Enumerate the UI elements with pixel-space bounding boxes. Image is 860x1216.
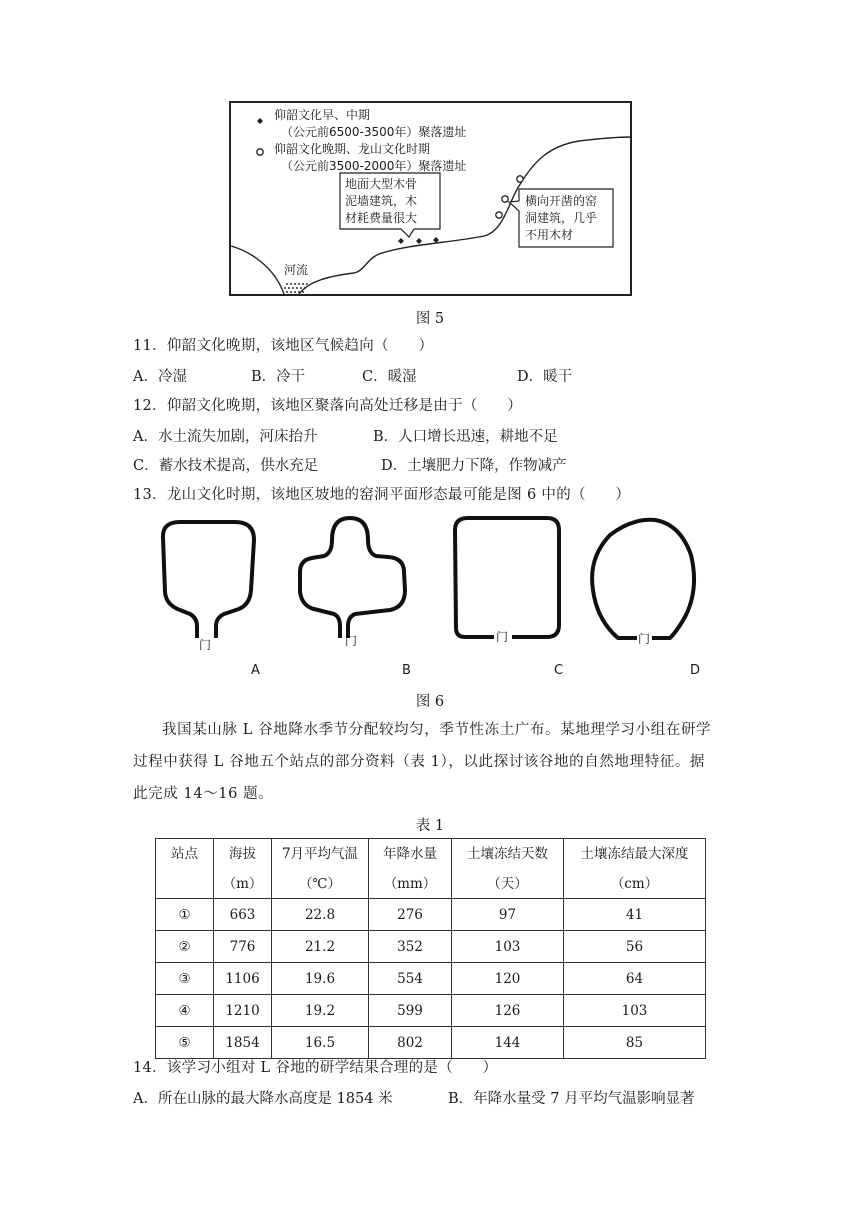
legend-early-line2: （公元前6500-3500年）聚落遗址 — [281, 125, 467, 139]
question-11-stem: 11．仰韶文化晚期，该地区气候趋向（ ） — [133, 338, 434, 354]
table-row — [156, 1027, 706, 1059]
table-cell: 97 — [452, 899, 564, 931]
table-row — [156, 963, 706, 995]
question-13-stem: 13．龙山文化时期，该地区坡地的窑洞平面形态最可能是图 6 中的（ ） — [133, 487, 631, 503]
table-cell: ③ — [156, 963, 214, 995]
header-unit — [156, 870, 213, 898]
figure-6 — [150, 510, 710, 680]
header-unit: （m） — [222, 876, 263, 892]
table-cell: 19.2 — [272, 995, 369, 1027]
question-11-option-b[interactable]: B．冷干 — [251, 369, 306, 385]
header-cell-station — [156, 839, 214, 899]
passage-text: 我国某山脉 L 谷地降水季节分配较均匀，季节性冻土广布。某地理学习小组在研学过程中获得 L 谷地五个站点的部分资料（表 1），以此探讨该谷地的自然地理特征。据此完成 14～16 题。 — [133, 722, 712, 802]
header-text: 年降水量 — [383, 846, 437, 862]
river-label: 河流 — [284, 263, 309, 277]
question-14-option-a[interactable]: A．所在山脉的最大降水高度是 1854 米 — [133, 1091, 393, 1107]
door-label-c: 门 — [496, 630, 509, 644]
header-unit: （cm） — [610, 876, 659, 892]
table-cell: 554 — [369, 963, 452, 995]
table-cell: 103 — [564, 995, 706, 1027]
table-cell: ① — [156, 899, 214, 931]
table-cell: 56 — [564, 931, 706, 963]
header-unit: （天） — [487, 876, 528, 892]
question-14-option-b[interactable]: B．年降水量受 7 月平均气温影响显著 — [448, 1091, 695, 1107]
table-1-caption: 表 1 — [415, 818, 445, 834]
question-12-option-c[interactable]: C．蓄水技术提高，供水充足 — [133, 458, 319, 474]
table-cell: 802 — [369, 1027, 452, 1059]
table-cell: 41 — [564, 899, 706, 931]
door-label-a: 门 — [199, 638, 212, 652]
question-11-option-d[interactable]: D．暖干 — [517, 369, 573, 385]
table-cell: ⑤ — [156, 1027, 214, 1059]
table-cell: 64 — [564, 963, 706, 995]
question-12-option-d[interactable]: D．土壤肥力下降，作物减产 — [381, 458, 567, 474]
table-cell: 599 — [369, 995, 452, 1027]
cave-shape-d — [592, 520, 694, 638]
callout-right-line: 洞建筑，几乎 — [525, 211, 598, 225]
callout-right-text — [525, 193, 597, 244]
question-11-option-a[interactable]: A．冷湿 — [133, 369, 187, 385]
table-cell: 16.5 — [272, 1027, 369, 1059]
callout-right-line: 不用木材 — [525, 228, 574, 242]
shape-label-c: C — [554, 663, 564, 678]
door-label-d: 门 — [638, 632, 651, 646]
header-cell-frozen-days — [452, 839, 564, 899]
callout-right-line: 横向开凿的窑 — [525, 194, 598, 208]
table-cell: 663 — [214, 899, 272, 931]
question-12-option-b[interactable]: B．人口增长迅速，耕地不足 — [373, 429, 558, 445]
figure-6-caption: 图 6 — [415, 694, 445, 710]
legend-late-line2: （公元前3500-2000年）聚落遗址 — [281, 159, 467, 173]
shape-label-b: B — [402, 663, 411, 678]
header-cell-precipitation — [369, 839, 452, 899]
header-text: 站点 — [171, 846, 198, 862]
table-cell: ④ — [156, 995, 214, 1027]
table-cell: 85 — [564, 1027, 706, 1059]
cave-shape-c — [455, 518, 559, 637]
figure-6-shapes — [150, 510, 710, 650]
legend-late-line1: 仰韶文化晚期、龙山文化时期 — [274, 142, 431, 156]
table-row — [156, 899, 706, 931]
table-row — [156, 995, 706, 1027]
header-cell-altitude — [214, 839, 272, 899]
table-cell: 19.6 — [272, 963, 369, 995]
callout-left-text — [345, 176, 417, 227]
callout-left-line: 材耗费量很大 — [345, 211, 418, 225]
data-table — [155, 838, 706, 1059]
header-text: 土壤冻结天数 — [467, 846, 548, 862]
table-cell: 21.2 — [272, 931, 369, 963]
table-cell: 1854 — [214, 1027, 272, 1059]
table-cell: 144 — [452, 1027, 564, 1059]
shape-label-a: A — [251, 663, 260, 678]
callout-left-line: 地面大型木骨 — [345, 177, 418, 191]
table-row — [156, 931, 706, 963]
header-unit: （mm） — [383, 876, 437, 892]
header-text: 7月平均气温 — [281, 846, 359, 862]
callout-left-line: 泥墙建筑，木 — [345, 194, 418, 208]
table-cell: 276 — [369, 899, 452, 931]
shape-label-d: D — [690, 663, 701, 678]
table-cell: 103 — [452, 931, 564, 963]
table-cell: 22.8 — [272, 899, 369, 931]
table-cell: 126 — [452, 995, 564, 1027]
legend-early-line1: 仰韶文化早、中期 — [274, 108, 371, 122]
table-cell: 776 — [214, 931, 272, 963]
header-cell-july-temp — [272, 839, 369, 899]
table-cell: 120 — [452, 963, 564, 995]
table-cell: 1210 — [214, 995, 272, 1027]
cave-shape-a — [163, 522, 254, 638]
header-unit: （℃） — [298, 876, 342, 892]
legend-circle-icon — [257, 149, 263, 155]
table-header-row — [156, 839, 706, 899]
question-14-stem: 14．该学习小组对 L 谷地的研学结果合理的是（ ） — [133, 1060, 498, 1076]
question-12-option-a[interactable]: A．水土流失加剧，河床抬升 — [133, 429, 318, 445]
question-11-option-c[interactable]: C．暖湿 — [362, 369, 417, 385]
table-cell: 352 — [369, 931, 452, 963]
figure-5-caption: 图 5 — [415, 311, 445, 327]
header-text: 土壤冻结最大深度 — [580, 846, 689, 862]
cave-shape-b — [300, 518, 405, 638]
figure-5 — [229, 101, 632, 296]
header-cell-frozen-depth — [564, 839, 706, 899]
header-text: 海拔 — [229, 846, 256, 862]
question-12-stem: 12．仰韶文化晚期，该地区聚落向高处迁移是由于（ ） — [133, 398, 523, 414]
table-cell: ② — [156, 931, 214, 963]
table-cell: 1106 — [214, 963, 272, 995]
door-label-b: 门 — [345, 634, 358, 648]
